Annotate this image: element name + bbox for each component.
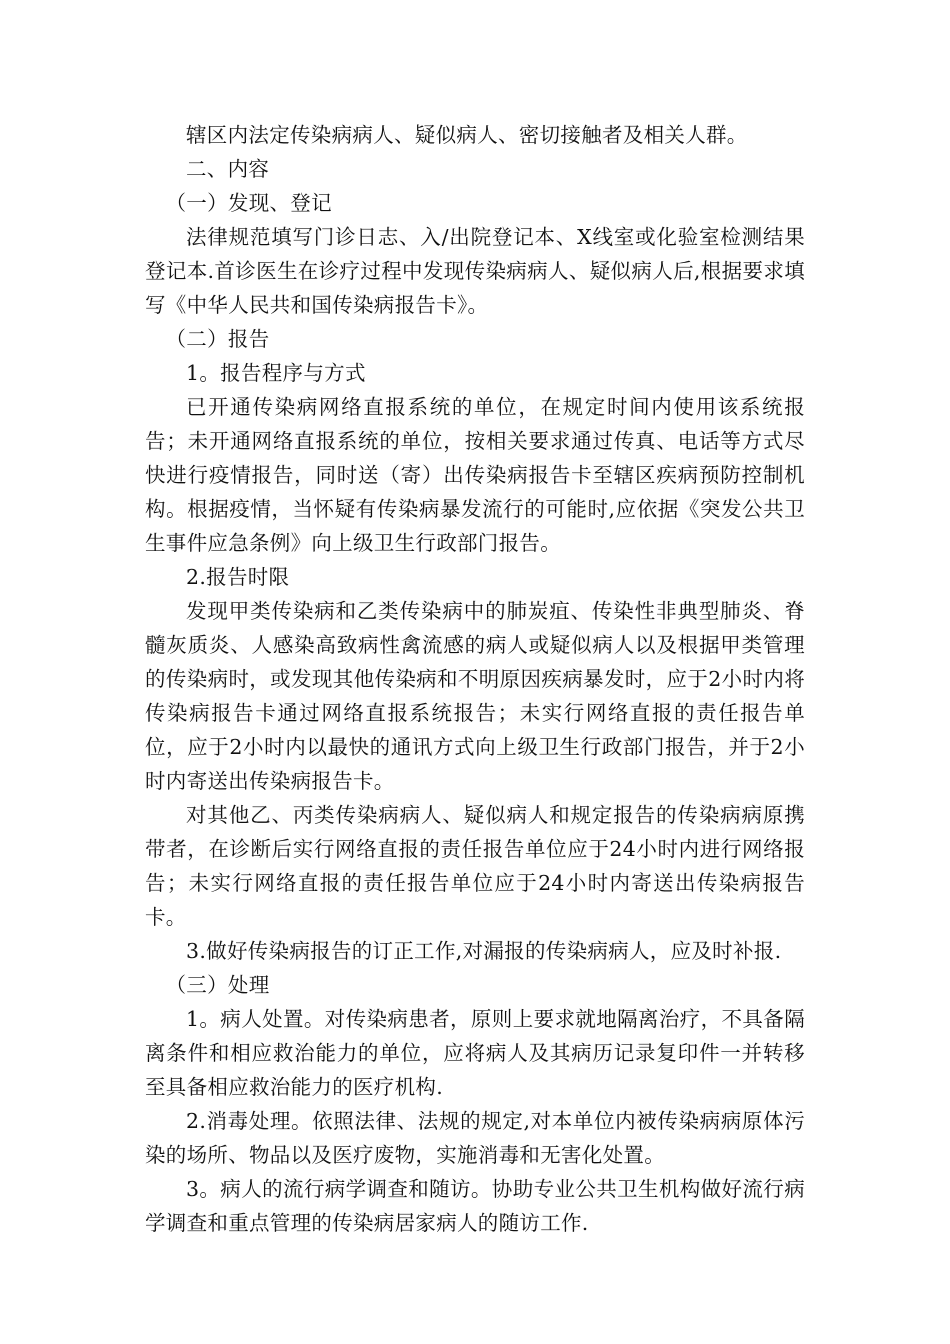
paragraph-patient-disposal: 1。病人处置。对传染病患者，原则上要求就地隔离治疗，不具备隔离条件和相应救治能力的单位，应将病人及其病历记录复印件一并转移至具备相应救治能力的医疗机构. — [145, 1007, 805, 1099]
heading-report-time-limit: 2.报告时限 — [186, 565, 290, 589]
heading-content: 二、内容 — [186, 157, 270, 181]
document-body — [145, 118, 805, 1240]
heading-report-procedure: 1。报告程序与方式 — [186, 361, 366, 385]
paragraph-class-a-report: 发现甲类传染病和乙类传染病中的肺炭疽、传染性非典型肺炎、脊髓灰质炎、人感染高致病性禽流感的病人或疑似病人以及根据甲类管理的传染病时，或发现其他传染病和不明原因疾病暴发时，应于2小时内将传染病报告卡通过网络直报系统报告；未实行网络直报的责任报告单位，应于2小时内以最快的通讯方式向上级卫生行政部门报告，并于2小时内寄送出传染病报告卡。 — [145, 599, 805, 793]
paragraph-class-b-c-report: 对其他乙、丙类传染病病人、疑似病人和规定报告的传染病病原携带者，在诊断后实行网络直报的责任报告单位应于24小时内进行网络报告；未实行网络直报的责任报告单位应于24小时内寄送出传染病报告卡。 — [145, 803, 805, 929]
paragraph-disinfection: 2.消毒处理。依照法律、法规的规定,对本单位内被传染病病原体污染的场所、物品以及医疗废物，实施消毒和无害化处置。 — [145, 1109, 805, 1167]
paragraph-epidemiological-survey: 3。病人的流行病学调查和随访。协助专业公共卫生机构做好流行病学调查和重点管理的传染病居家病人的随访工作. — [145, 1177, 805, 1235]
paragraph-registration: 法律规范填写门诊日志、入/出院登记本、X线室或化验室检测结果登记本.首诊医生在诊疗过程中发现传染病病人、疑似病人后,根据要求填写《中华人民共和国传染病报告卡》。 — [145, 225, 805, 317]
paragraph-report-procedure: 已开通传染病网络直报系统的单位，在规定时间内使用该系统报告；未开通网络直报系统的单位，按相关要求通过传真、电话等方式尽快进行疫情报告，同时送（寄）出传染病报告卡至辖区疾病预防控制机构。根据疫情，当怀疑有传染病暴发流行的可能时,应依据《突发公共卫生事件应急条例》向上级卫生行政部门报告。 — [145, 395, 805, 555]
heading-handling: （三）处理 — [165, 973, 270, 997]
heading-report: （二）报告 — [165, 327, 270, 351]
paragraph-report-correction: 3.做好传染病报告的订正工作,对漏报的传染病病人，应及时补报. — [186, 939, 782, 963]
heading-discovery-registration: （一）发现、登记 — [165, 191, 332, 215]
paragraph-scope: 辖区内法定传染病病人、疑似病人、密切接触者及相关人群。 — [186, 123, 748, 147]
